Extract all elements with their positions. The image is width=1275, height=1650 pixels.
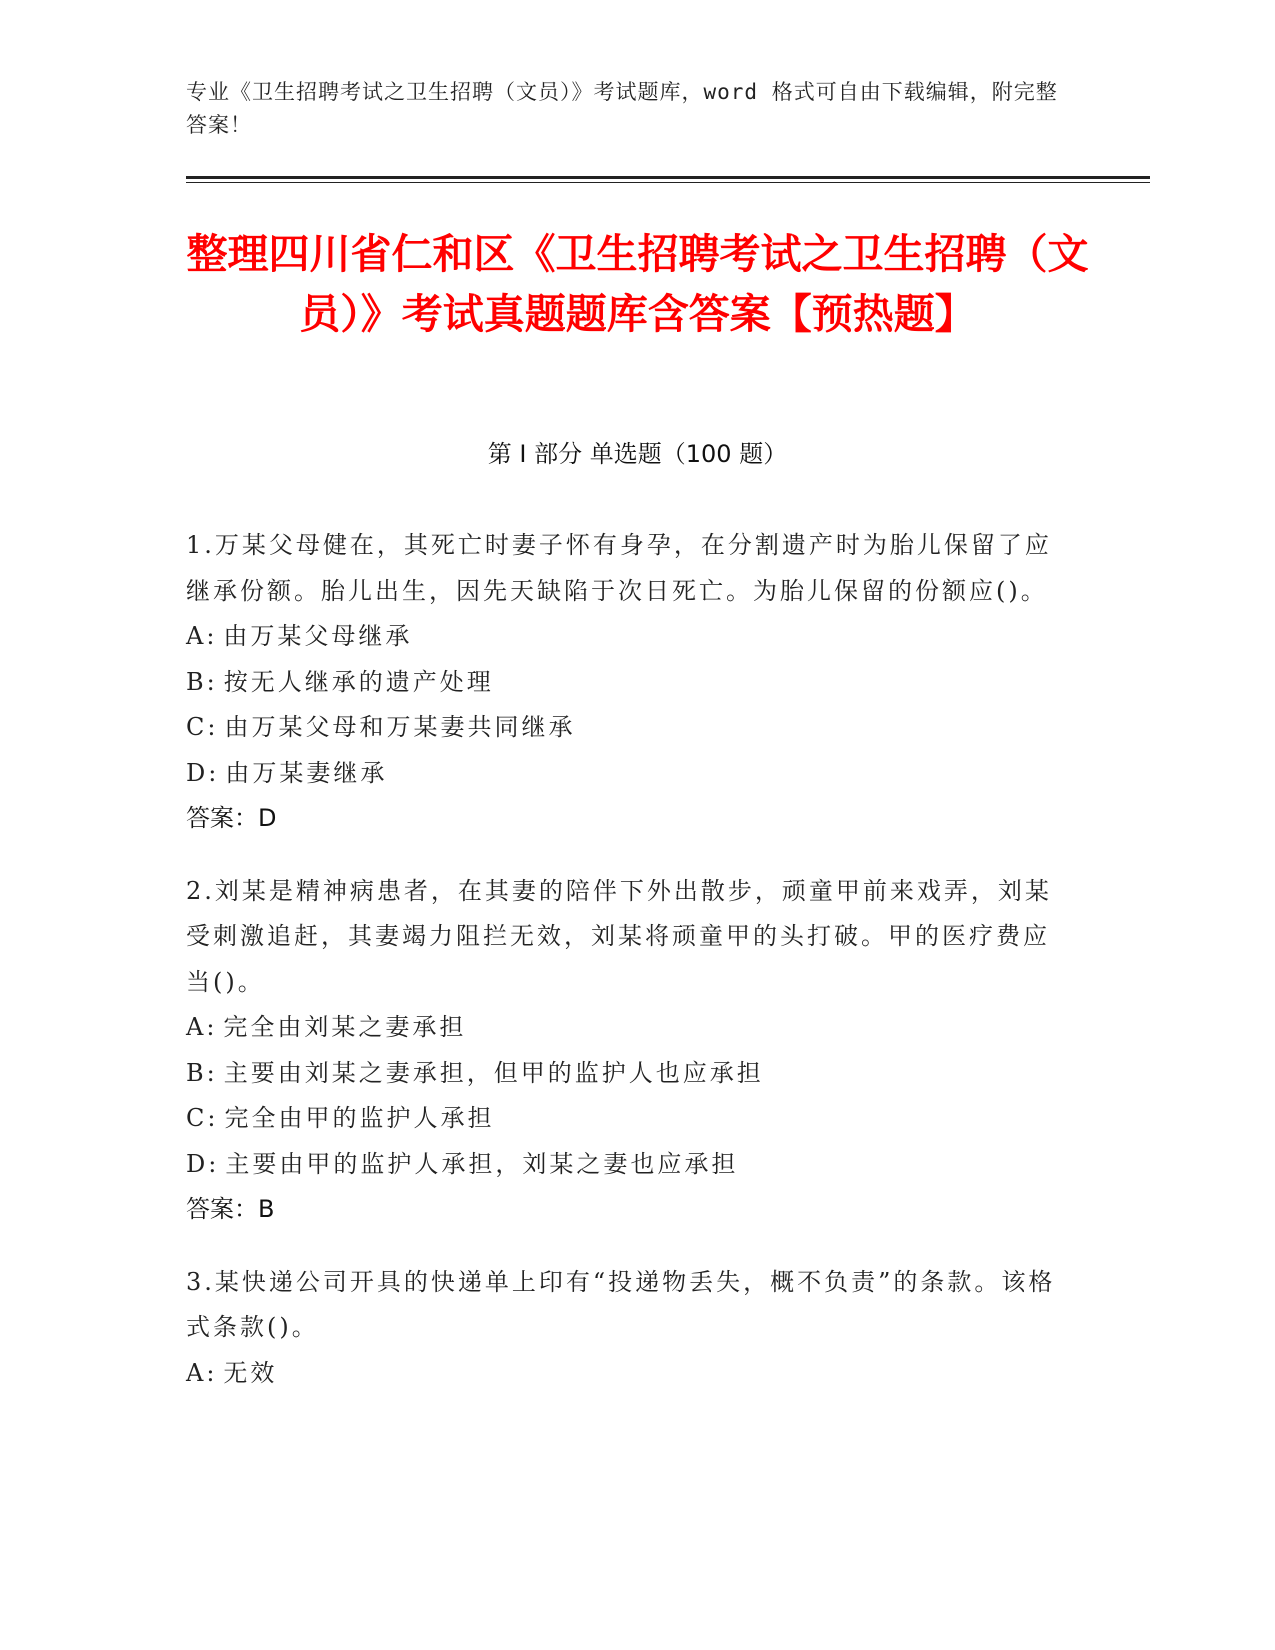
option-a [186, 1005, 1066, 1051]
header-rule-thin [186, 182, 1150, 183]
document-title: 整理四川省仁和区《卫生招聘考试之卫生招聘（文员）》考试真题题库含答案【预热题】 [186, 230, 1089, 338]
option-letter: C: [186, 1104, 219, 1132]
header-rule-thick [186, 176, 1150, 179]
option-letter: A: [186, 1358, 218, 1387]
option-a [186, 614, 1066, 660]
question-list [186, 523, 1066, 1423]
question-3 [186, 1260, 1066, 1397]
question-1 [186, 523, 1066, 842]
question-2 [186, 869, 1066, 1233]
option-b [186, 1051, 1066, 1097]
option-text: 由万某父母和万某妻共同继承 [224, 713, 576, 741]
option-letter: D: [186, 758, 220, 787]
header-note: 专业《卫生招聘考试之卫生招聘（文员）》考试题库，word 格式可自由下载编辑，附完整答案！ [186, 80, 1058, 137]
option-letter: A: [186, 1013, 218, 1041]
option-text: 完全由刘某之妻承担 [223, 1013, 467, 1041]
option-text: 无效 [223, 1358, 278, 1387]
answer-line: 答案：B [186, 1195, 275, 1223]
option-letter: B: [186, 667, 218, 696]
option-text: 按无人继承的遗产处理 [223, 667, 494, 696]
question-stem: 3.某快递公司开具的快递单上印有“投递物丢失，概不负责”的条款。该格式条款()。 [186, 1267, 1056, 1341]
option-d [186, 751, 1066, 797]
section-heading: 第 I 部分 单选题（100 题） [487, 440, 788, 468]
option-letter: D: [186, 1149, 220, 1178]
option-letter: C: [186, 713, 219, 741]
option-letter: B: [186, 1058, 218, 1087]
option-text: 主要由刘某之妻承担，但甲的监护人也应承担 [223, 1058, 764, 1087]
question-stem: 1.万某父母健在，其死亡时妻子怀有身孕，在分割遗产时为胎儿保留了应继承份额。胎儿出生，因先天缺陷于次日死亡。为胎儿保留的份额应()。 [186, 531, 1052, 605]
option-text: 由万某妻继承 [225, 758, 388, 787]
option-d [186, 1142, 1066, 1188]
option-a [186, 1351, 1066, 1397]
question-stem: 2.刘某是精神病患者，在其妻的陪伴下外出散步，顽童甲前来戏弄，刘某受刺激追赶，其妻竭力阻拦无效，刘某将顽童甲的头打破。甲的医疗费应当()。 [186, 876, 1052, 996]
option-c [186, 705, 1066, 751]
option-b [186, 660, 1066, 706]
option-text: 完全由甲的监护人承担 [224, 1104, 495, 1132]
option-text: 由万某父母继承 [223, 622, 413, 650]
answer-line: 答案：D [186, 804, 277, 832]
option-c [186, 1096, 1066, 1142]
option-text: 主要由甲的监护人承担，刘某之妻也应承担 [225, 1149, 739, 1178]
option-letter: A: [186, 622, 218, 650]
